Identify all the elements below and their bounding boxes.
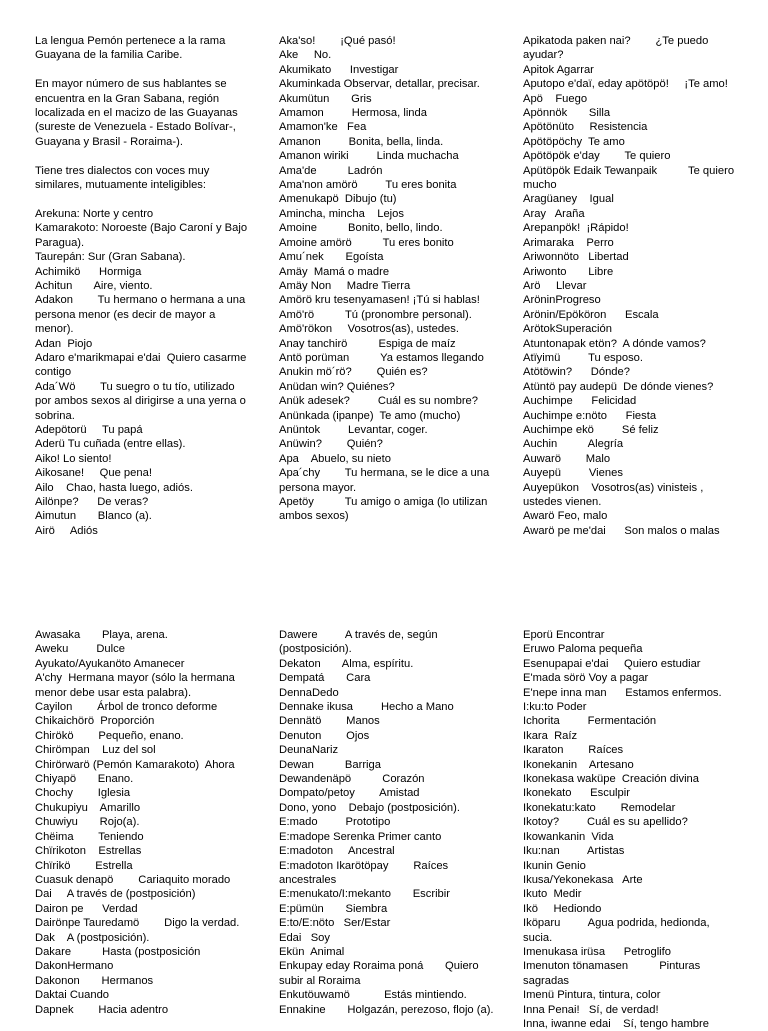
entry-line: Denuton Ojos bbox=[279, 729, 370, 742]
entry-line: Anük adesek? Cuál es su nombre? bbox=[279, 395, 478, 408]
entry-line: Awasaka Playa, arena. bbox=[35, 629, 168, 641]
entry-line: DakonHermano bbox=[35, 960, 114, 973]
entry-line: Airö Adiós bbox=[35, 524, 98, 537]
entry-line: Ikö Hediondo bbox=[523, 902, 602, 915]
entry-line: Iku:nan Artistas bbox=[523, 845, 625, 858]
entry-line: Dempatá Cara bbox=[279, 672, 371, 685]
entry-line: Dawere A través de, según (postposición). bbox=[279, 629, 441, 656]
entry-line: Cayilon Árbol de tronco deforme bbox=[35, 701, 218, 714]
entry-line: Ikowankanin Vida bbox=[523, 830, 614, 843]
entry-line: Ikonekanin Artesano bbox=[523, 758, 634, 771]
entry-line: Anüntok Levantar, coger. bbox=[279, 423, 428, 436]
entry-line: Amu´nek Egoísta bbox=[279, 251, 384, 264]
entry-line: Anay tanchirö Espiga de maíz bbox=[279, 337, 456, 350]
entry-line: DeunaNariz bbox=[279, 744, 339, 757]
entry-line: Atuntonapak etön? A dónde vamos? bbox=[523, 337, 706, 350]
entry-line: Akumikato Investigar bbox=[279, 63, 399, 76]
entry-line: Anüwin? Quién? bbox=[279, 438, 383, 451]
entry-line: Aputopo e'daï, eday apötöpö! ¡Te amo! bbox=[523, 78, 728, 91]
entry-line: Daktai Cuando bbox=[35, 989, 110, 1002]
entry-line: Aka'so! ¡Qué pasó! bbox=[279, 35, 396, 47]
entry-line: Amanon wiriki Linda muchacha bbox=[279, 150, 459, 163]
entry-line: Chirörwarö (Pemón Kamarakoto) Ahora bbox=[35, 758, 235, 771]
entry-line: E:madope Serenka Primer canto bbox=[279, 830, 442, 843]
entry-line: Anukin mö´rö? Quién es? bbox=[279, 366, 428, 379]
entry-line: Atüntö pay audepü De dónde vienes? bbox=[523, 380, 714, 393]
entry-line: Amoine Bonito, bello, lindo. bbox=[279, 222, 443, 235]
entry-line: Ama'non amörö Tu eres bonita bbox=[279, 179, 457, 192]
entry-line: Awarö pe me'dai Son malos o malas bbox=[523, 524, 720, 537]
entry-line: Chïrikö Estrella bbox=[35, 859, 133, 872]
entry-line: Ake No. bbox=[279, 49, 332, 62]
entry-line: Auchimpe e:nöto Fiesta bbox=[523, 409, 657, 422]
column-top-3 bbox=[523, 34, 741, 538]
entry-line: Atötöwin? Dónde? bbox=[523, 366, 630, 379]
column-top-2 bbox=[279, 34, 497, 524]
entry-line: Ariwonnöto Libertad bbox=[523, 251, 629, 264]
entry-line: Dono, yono Debajo (postposición). bbox=[279, 801, 460, 814]
paragraph-spacer bbox=[35, 63, 253, 77]
entry-line: Amenukapö Dibujo (tu) bbox=[279, 193, 397, 206]
entry-line: Dakonon Hermanos bbox=[35, 974, 154, 987]
entry-line: Amörö kru tesenyamasen! ¡Tú si hablas! bbox=[279, 294, 480, 307]
entry-line: Dennake ikusa Hecho a Mano bbox=[279, 701, 454, 714]
entry-line: Ikonekatu:kato Remodelar bbox=[523, 801, 676, 814]
entry-line: A'chy Hermana mayor (sólo la hermana menor debe usar esta palabra). bbox=[35, 672, 238, 699]
entry-line: Dak A (postposición). bbox=[35, 931, 150, 944]
entry-line: Amö'rö Tú (pronombre personal). bbox=[279, 308, 472, 321]
entry-line: Aiko! Lo siento! bbox=[35, 452, 112, 465]
entry-line: Taurepán: Sur (Gran Sabana). bbox=[35, 251, 186, 264]
entry-line: Amoine amörö Tu eres bonito bbox=[279, 236, 454, 249]
entry-line: Arönin/Epököron Escala bbox=[523, 308, 659, 321]
entry-line: E:madoton Ikarötöpay Raíces ancestrales bbox=[279, 859, 452, 886]
entry-line: Ikuto Medir bbox=[523, 888, 582, 901]
entry-line: Iköparu Agua podrida, hedionda, sucia. bbox=[523, 917, 713, 944]
entry-line: Tiene tres dialectos con voces muy similares, mutuamente inteligibles: bbox=[35, 164, 213, 192]
entry-line: Aderü Tu cuñada (entre ellas). bbox=[35, 438, 186, 451]
entry-line: En mayor número de sus hablantes se encuentra en la Gran Sabana, región localizada en el macizo de las Guayanas (sureste de Venezuela - Estado Bolívar-, Guayana y Brasil - Roraima-). bbox=[35, 78, 241, 148]
paragraph-spacer bbox=[35, 149, 253, 163]
entry-line: Chikaichörö Proporción bbox=[35, 715, 155, 728]
entry-line: Eruwo Paloma pequeña bbox=[523, 643, 643, 656]
entry-line: Amäy Mamá o madre bbox=[279, 265, 390, 278]
entry-line: Enkupay eday Roraima poná Quiero subir al Roraima bbox=[279, 960, 482, 987]
entry-line: Arimaraka Perro bbox=[523, 236, 614, 249]
entry-line: Aikosane! Que pena! bbox=[35, 467, 152, 480]
entry-line: Aweku Dulce bbox=[35, 643, 125, 656]
entry-line: Ariwonto Libre bbox=[523, 265, 614, 278]
entry-line: Dairon pe Verdad bbox=[35, 902, 138, 915]
entry-line: Ikusa/Yekonekasa Arte bbox=[523, 873, 643, 886]
entry-line: Ennakine Holgazán, perezoso, flojo (a). bbox=[279, 1003, 494, 1016]
entry-line: E:to/E:nöto Ser/Estar bbox=[279, 917, 391, 930]
entry-line: E:mado Prototipo bbox=[279, 816, 391, 829]
entry-line: Auwarö Malo bbox=[523, 452, 611, 465]
entry-line: Apönnök Silla bbox=[523, 107, 611, 120]
entry-line: ArötokSuperación bbox=[523, 323, 612, 336]
entry-line: Chukupiyu Amarillo bbox=[35, 801, 141, 814]
entry-line: Auchin Alegría bbox=[523, 438, 624, 451]
entry-line: Enkutöuwamö Estás mintiendo. bbox=[279, 989, 467, 1002]
entry-line: Kamarakoto: Noroeste (Bajo Caroní y Bajo Paragua). bbox=[35, 222, 251, 249]
entry-line: Cuasuk denapö Cariaquito morado bbox=[35, 873, 231, 886]
entry-line: Apütöpök Edaik Tewanpaik Te quiero mucho bbox=[523, 164, 738, 192]
entry-line: Ikonekasa waküpe Creación divina bbox=[523, 773, 699, 786]
entry-line: Ailo Chao, hasta luego, adiós. bbox=[35, 481, 193, 494]
entry-line: Dennätö Manos bbox=[279, 715, 380, 728]
entry-line: Atïyimü Tu esposo. bbox=[523, 351, 644, 364]
entry-line: Ikotoy? Cuál es su apellido? bbox=[523, 816, 688, 829]
entry-line: Edai Soy bbox=[279, 931, 330, 944]
entry-line: Akuminkada Observar, detallar, precisar. bbox=[279, 78, 480, 91]
entry-line: Amincha, mincha Lejos bbox=[279, 207, 404, 220]
entry-line: Esenupapai e'dai Quiero estudiar bbox=[523, 657, 701, 670]
entry-line: Amanon Bonita, bella, linda. bbox=[279, 135, 444, 148]
column-bottom-2 bbox=[279, 628, 497, 1017]
entry-line: Chirökö Pequeño, enano. bbox=[35, 729, 184, 742]
entry-line: Achitun Aire, viento. bbox=[35, 279, 153, 292]
entry-line: Apötöpöchy Te amo bbox=[523, 135, 625, 148]
entry-line: Antö porüman Ya estamos llegando bbox=[279, 351, 484, 364]
entry-line: Apikatoda paken nai? ¿Te puedo ayudar? bbox=[523, 35, 712, 62]
column-bottom-3 bbox=[523, 628, 741, 1031]
entry-line: Anüdan win? Quiénes? bbox=[279, 380, 395, 393]
entry-line: Ama'de Ladrón bbox=[279, 164, 383, 177]
entry-line: Ikonekato Esculpir bbox=[523, 787, 630, 800]
entry-line: Awarö Feo, malo bbox=[523, 510, 608, 523]
entry-line: Dewandenäpö Corazón bbox=[279, 773, 425, 786]
entry-line: Ikaraton Raíces bbox=[523, 744, 624, 757]
entry-line: La lengua Pemón pertenece a la rama Guayana de la familia Caribe. bbox=[35, 35, 229, 62]
entry-line: Adan Piojo bbox=[35, 337, 93, 350]
entry-line: Ekün Animal bbox=[279, 945, 345, 958]
entry-line: Adepötorü Tu papá bbox=[35, 423, 143, 436]
entry-line: Dewan Barriga bbox=[279, 758, 381, 771]
entry-line: Akumütun Gris bbox=[279, 92, 372, 105]
entry-line: Auchimpe ekö Sé feliz bbox=[523, 423, 659, 436]
entry-line: Chochy Iglesia bbox=[35, 787, 131, 800]
entry-line: Auchimpe Felicidad bbox=[523, 395, 637, 408]
entry-line: Arö Llevar bbox=[523, 279, 587, 292]
paragraph-spacer bbox=[35, 192, 253, 206]
entry-line: Apa´chy Tu hermana, se le dice a una persona mayor. bbox=[279, 467, 493, 494]
entry-line: Achimikö Hormiga bbox=[35, 265, 142, 278]
entry-line: Arepanpök! ¡Rápido! bbox=[523, 222, 629, 235]
entry-line: Dai A través de (postposición) bbox=[35, 888, 196, 901]
entry-line: Apö Fuego bbox=[523, 92, 588, 105]
column-top-1 bbox=[35, 34, 253, 538]
entry-line: Ikunin Genio bbox=[523, 859, 586, 872]
entry-line: Apötönüto Resistencia bbox=[523, 121, 648, 134]
entry-line: Apötöpök e'day Te quiero bbox=[523, 150, 671, 163]
entry-line: Aray Araña bbox=[523, 207, 585, 220]
entry-line: Apa Abuelo, su nieto bbox=[279, 452, 391, 465]
entry-line: Amamon Hermosa, linda bbox=[279, 107, 427, 120]
entry-line: Apitok Agarrar bbox=[523, 63, 594, 76]
entry-line: Chuwiyu Rojo(a). bbox=[35, 816, 140, 829]
entry-line: Adakon Tu hermano o hermana a una persona menor (es decir de mayor a menor). bbox=[35, 294, 249, 336]
entry-line: Imenü Pintura, tintura, color bbox=[523, 989, 661, 1002]
entry-line: Eporü Encontrar bbox=[523, 629, 605, 641]
entry-line: Chirömpan Luz del sol bbox=[35, 744, 156, 757]
entry-line: Amamon'ke Fea bbox=[279, 121, 367, 134]
entry-line: Dekaton Alma, espíritu. bbox=[279, 657, 414, 670]
entry-line: Imenuton tönamasen Pinturas sagradas bbox=[523, 960, 704, 987]
entry-line: Amäy Non Madre Tierra bbox=[279, 279, 411, 292]
entry-line: E:menukato/I:mekanto Escribir bbox=[279, 888, 450, 901]
entry-line: Ailönpe? De veras? bbox=[35, 496, 149, 508]
entry-line: Ada´Wö Tu suegro o tu tío, utilizado por ambos sexos al dirigirse a una yerna o sobrina. bbox=[35, 380, 249, 422]
entry-line: Apetöy Tu amigo o amiga (lo utilizan ambos sexos) bbox=[279, 496, 491, 523]
entry-line: I:ku:to Poder bbox=[523, 701, 587, 714]
entry-line: Dompato/petoy Amistad bbox=[279, 787, 420, 800]
entry-line: E'nepe inna man Estamos enfermos. bbox=[523, 686, 722, 699]
entry-line: Auyepükon Vosotros(as) vinisteis , ustedes vienen. bbox=[523, 481, 707, 508]
entry-line: Anünkada (ipanpe) Te amo (mucho) bbox=[279, 409, 461, 422]
entry-line: Aragüaney Igual bbox=[523, 193, 614, 206]
entry-line: Auyepü Vienes bbox=[523, 467, 623, 480]
entry-line: Dakare Hasta (postposición bbox=[35, 945, 201, 958]
entry-line: Adaro e'marikmapai e'dai Quiero casarme contigo bbox=[35, 351, 250, 379]
entry-line: Arekuna: Norte y centro bbox=[35, 207, 154, 220]
entry-line: Aimutun Blanco (a). bbox=[35, 510, 152, 523]
entry-line: AröninProgreso bbox=[523, 294, 601, 307]
entry-line: Inna, iwanne edai Sí, tengo hambre bbox=[523, 1017, 709, 1030]
entry-line: E:pümün Siembra bbox=[279, 902, 388, 915]
entry-line: Chëima Teniendo bbox=[35, 830, 144, 843]
entry-line: Chiyapö Enano. bbox=[35, 773, 134, 786]
entry-line: E'mada sörö Voy a pagar bbox=[523, 672, 649, 685]
entry-line: Ikara Raíz bbox=[523, 729, 578, 742]
entry-line: Chïrikoton Estrellas bbox=[35, 845, 142, 858]
entry-line: Ichorita Fermentación bbox=[523, 715, 657, 728]
entry-line: Imenukasa irüsa Petroglifo bbox=[523, 945, 671, 958]
entry-line: Ayukato/Ayukanöto Amanecer bbox=[35, 657, 185, 670]
entry-line: Amö'rökon Vosotros(as), ustedes. bbox=[279, 323, 459, 336]
entry-line: Dapnek Hacia adentro bbox=[35, 1003, 169, 1016]
entry-line: Dairönpe Tauredamö Digo la verdad. bbox=[35, 917, 240, 930]
entry-line: Inna Penai! Sí, de verdad! bbox=[523, 1003, 659, 1016]
entry-line: E:madoton Ancestral bbox=[279, 845, 395, 858]
column-bottom-1 bbox=[35, 628, 253, 1017]
entry-line: DennaDedo bbox=[279, 686, 339, 699]
